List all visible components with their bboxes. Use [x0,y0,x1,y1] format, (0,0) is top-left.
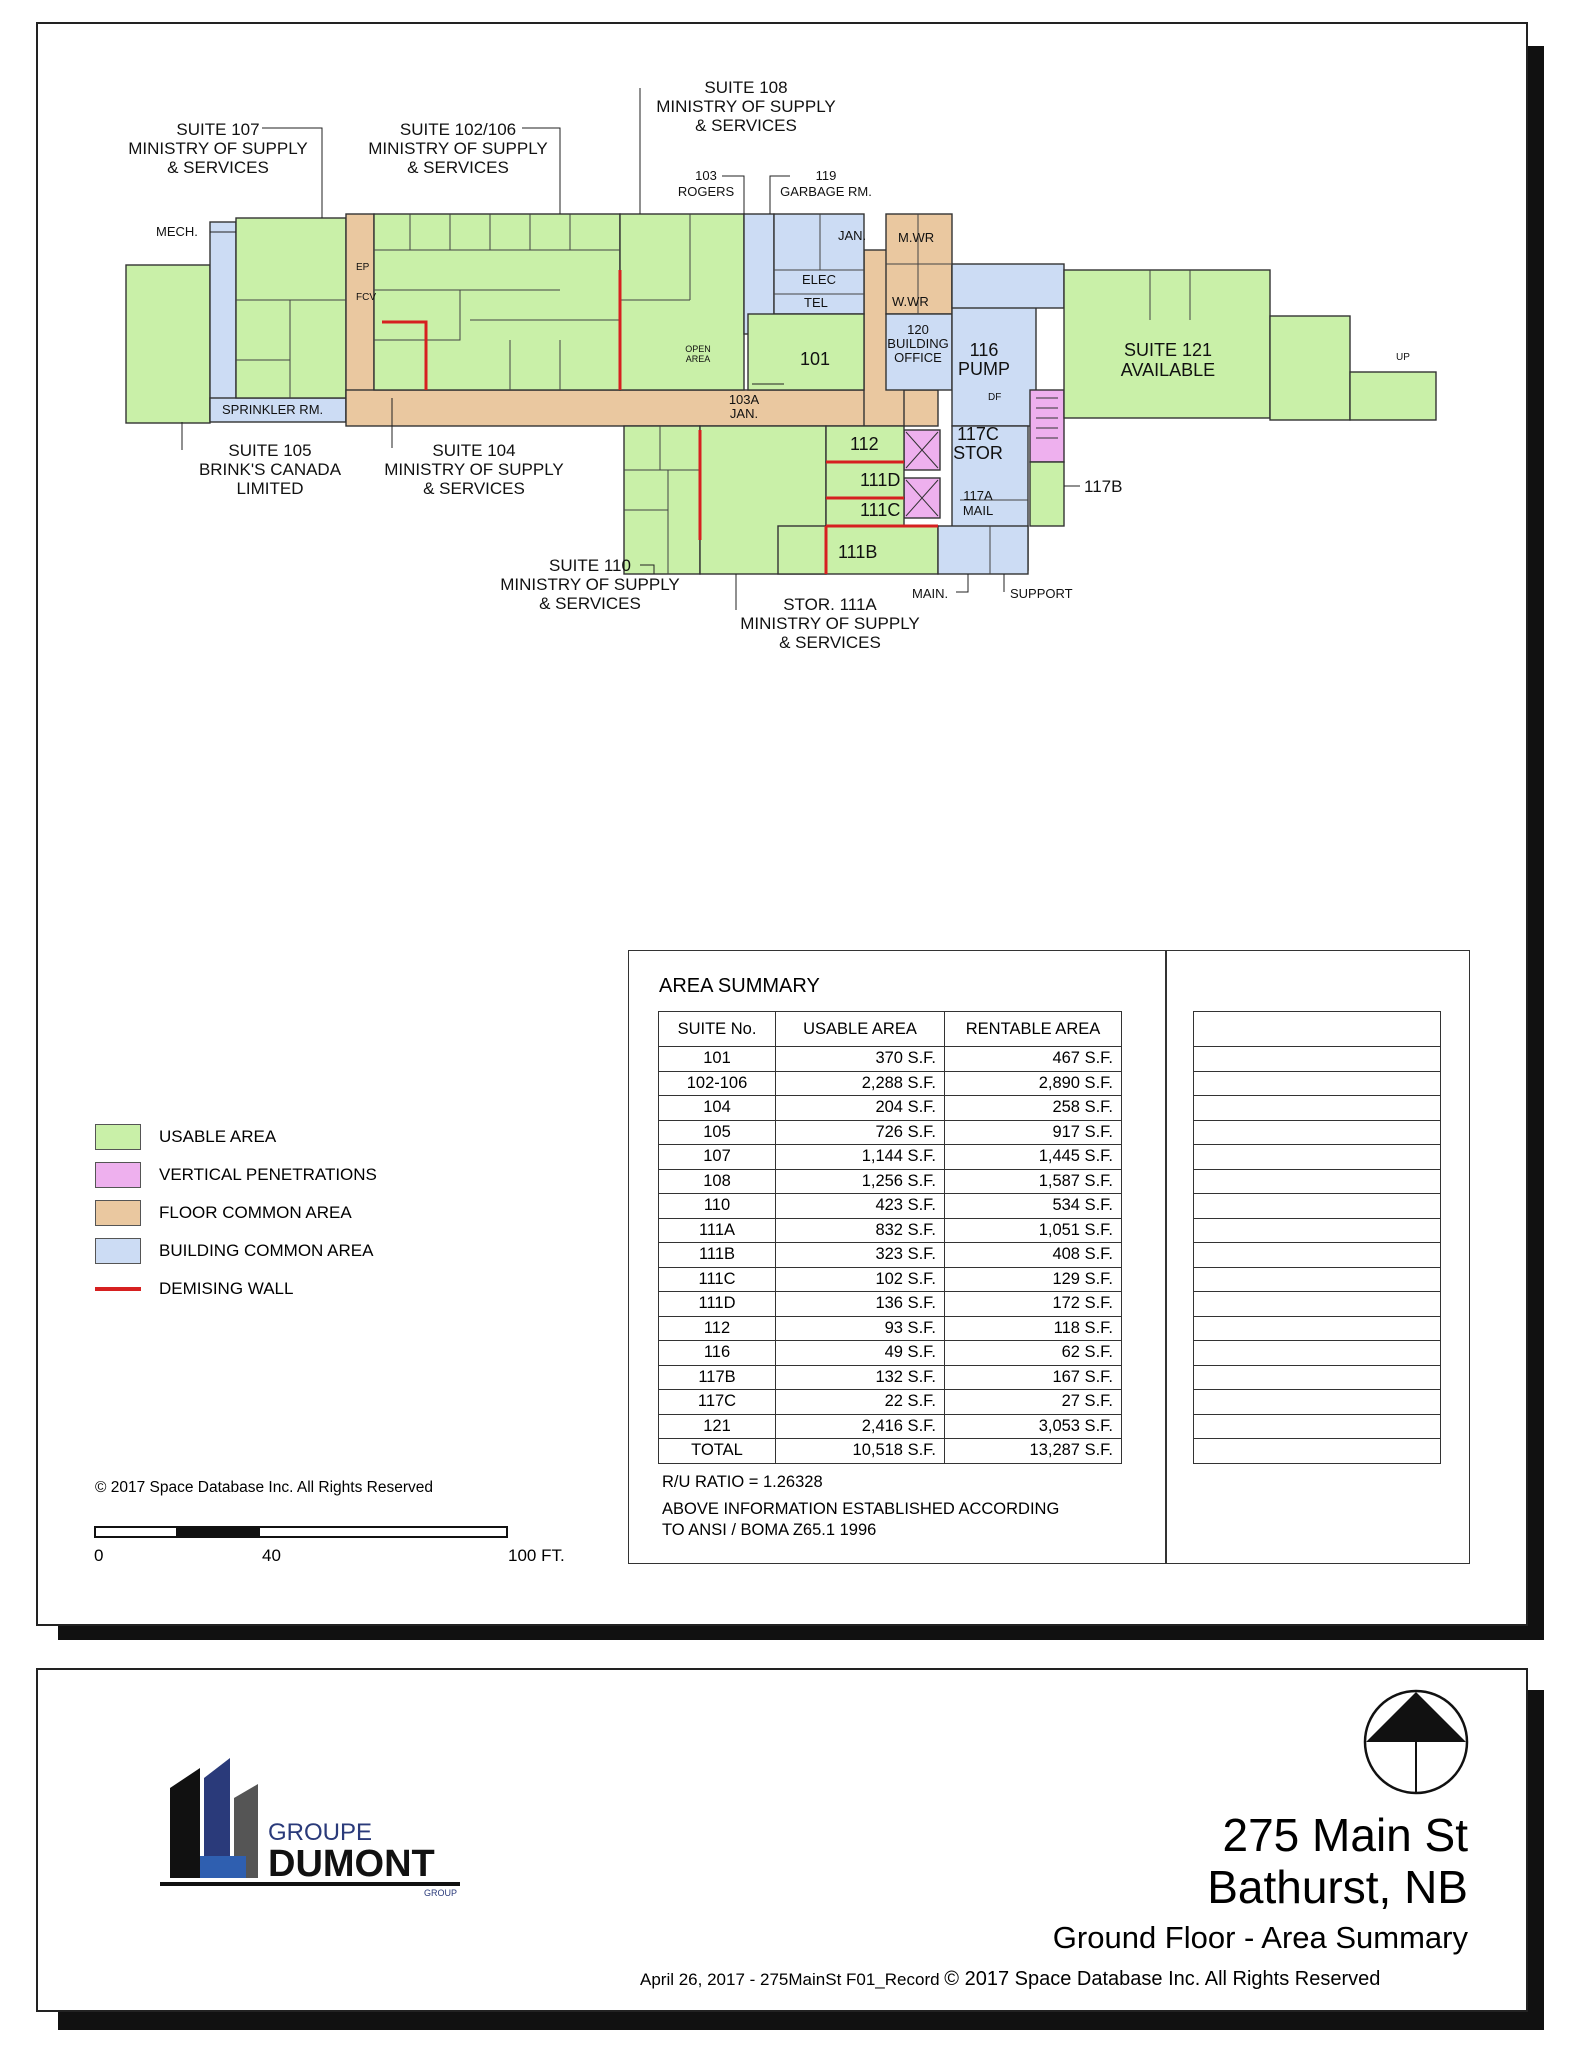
svg-text:SUITE 104MINISTRY OF SUPPLY& S [384,441,564,498]
cell-rentable: 62 S.F. [945,1341,1122,1366]
blank-row [1194,1218,1441,1243]
suite-110-tenant: MINISTRY OF SUPPLY [500,575,680,594]
legend-item-building-common [95,1232,377,1270]
cell-usable: 370 S.F. [776,1047,945,1072]
legend-label: VERTICAL PENETRATIONS [159,1165,377,1184]
scale-end: 100 FT. [508,1546,565,1565]
suite-102-106-area [374,214,620,390]
blank-row [1194,1390,1441,1415]
legend-label: DEMISING WALL [159,1279,294,1298]
room-116-name: PUMP [957,359,1011,379]
ru-ratio: R/U RATIO = 1.26328 [662,1473,823,1491]
room-120-name2: OFFICE [894,350,942,365]
support-label: SUPPORT [1010,586,1073,601]
table-header-row [659,1012,1122,1047]
blank-row [1194,1316,1441,1341]
table-row [659,1194,1122,1219]
blank-cell [1194,1292,1441,1317]
blank-row [1194,1169,1441,1194]
room-103-label: 103 [695,168,717,183]
suite-108-label: SUITE 108 [704,78,788,97]
blank-cell [1194,1267,1441,1292]
table-row [659,1390,1122,1415]
room-119-name: GARBAGE RM. [780,184,872,199]
room-111d-label: 111D [860,470,901,490]
blank-row [1194,1341,1441,1366]
blank-cell [1194,1316,1441,1341]
blank-cell [1194,1071,1441,1096]
cell-rentable: 917 S.F. [945,1120,1122,1145]
blank-cell [1194,1218,1441,1243]
room-103a-label: 103A [728,392,760,407]
cell-rentable: 3,053 S.F. [945,1414,1122,1439]
suite-105-area [126,265,210,423]
svg-text:117CSTOR [953,424,1003,463]
footer [640,1968,1380,1991]
svg-text:SUITE 121AVAILABLE [1121,340,1215,380]
area-summary-panel [628,950,1470,1564]
cell-usable: 1,256 S.F. [776,1169,945,1194]
cell-suite: 112 [659,1316,776,1341]
room-101-label: 101 [800,349,831,369]
suite-104-tenant: MINISTRY OF SUPPLY [384,460,564,479]
cell-usable: 832 S.F. [776,1218,945,1243]
blank-row [1194,1243,1441,1268]
mech-label: MECH. [156,224,198,239]
jan-label: JAN. [838,228,867,243]
table-row [659,1218,1122,1243]
stor-111a-tenant2: & SERVICES [779,633,881,652]
suite-110-label: SUITE 110 [549,556,631,575]
suite-121-tail [1350,372,1436,420]
stor-111a-label: STOR. 111A [783,595,877,614]
legend-item-floor-common [95,1194,377,1232]
svg-text:103AJAN. [729,392,760,421]
suite-107-tenant: MINISTRY OF SUPPLY [128,139,308,158]
table-row [659,1047,1122,1072]
room-120-label: 120 [907,322,929,337]
legend-label: BUILDING COMMON AREA [159,1241,374,1260]
svg-text:119GARBAGE RM. [780,168,872,199]
cell-rentable: 13,287 S.F. [945,1439,1122,1464]
ansi-note [662,1499,1059,1541]
cell-suite: 121 [659,1414,776,1439]
blank-cell [1194,1194,1441,1219]
mwr-label: M.WR [898,230,935,245]
svg-text:OPENAREA [685,344,711,364]
blank-row [1194,1071,1441,1096]
blank-row [1194,1120,1441,1145]
tel-label: TEL [804,295,828,310]
header-rentable: RENTABLE AREA [945,1012,1122,1047]
table-row [659,1267,1122,1292]
blank-cell [1194,1047,1441,1072]
cell-usable: 2,288 S.F. [776,1071,945,1096]
table-row [659,1316,1122,1341]
plan-copyright: © 2017 Space Database Inc. All Rights Reserved [95,1479,433,1496]
stair-shaft [1030,390,1064,462]
blank-row [1194,1439,1441,1464]
blank-row [1194,1194,1441,1219]
blank-row [1194,1096,1441,1121]
main-support [938,526,1028,574]
blank-cell [1194,1012,1441,1047]
header-usable: USABLE AREA [776,1012,945,1047]
blank-cell [1194,1096,1441,1121]
cell-usable: 49 S.F. [776,1341,945,1366]
svg-text:SUITE 107MINISTRY OF SUPPLY& S [128,120,308,177]
blank-cell [1194,1169,1441,1194]
wwr-label: W.WR [892,294,929,309]
building-common-swatch [95,1238,141,1264]
scale-bar [93,1525,513,1545]
suite-104-label: SUITE 104 [432,441,516,460]
svg-text:103ROGERS [678,168,735,199]
blank-cell [1194,1341,1441,1366]
usable-swatch [95,1124,141,1150]
cell-suite: 108 [659,1169,776,1194]
cell-rentable: 27 S.F. [945,1390,1122,1415]
area-summary-title: AREA SUMMARY [659,975,820,997]
room-111b-label: 111B [838,542,878,562]
legend [95,1118,377,1308]
cell-usable: 323 S.F. [776,1243,945,1268]
ansi-line-1: ABOVE INFORMATION ESTABLISHED ACCORDING [662,1500,1060,1518]
ep-label: EP [356,262,370,273]
room-117b-label: 117B [1084,477,1123,496]
suite-105-tenant2: LIMITED [236,479,304,498]
room-117a-label: 117A [963,488,993,503]
suite-108-tenant: MINISTRY OF SUPPLY [656,97,836,116]
table-row [659,1169,1122,1194]
room-116-label: 116 [969,340,999,360]
blank-row [1194,1145,1441,1170]
suite-105-label: SUITE 105 [228,441,312,460]
legend-item-usable [95,1118,377,1156]
main-label: MAIN. [912,586,949,601]
scale-zero: 0 [94,1546,104,1565]
cell-usable: 132 S.F. [776,1365,945,1390]
blank-row [1194,1414,1441,1439]
cell-rentable: 1,587 S.F. [945,1169,1122,1194]
sprinkler-label: SPRINKLER RM. [222,402,324,417]
suite-121-status: AVAILABLE [1120,360,1216,380]
cell-suite: 104 [659,1096,776,1121]
ansi-line-2: TO ANSI / BOMA Z65.1 1996 [662,1521,877,1539]
svg-text:SUITE 108MINISTRY OF SUPPLY& S [656,78,836,135]
room-120-name: BUILDING [887,336,949,351]
suite-105-tenant: BRINK'S CANADA [198,460,342,479]
cell-rentable: 167 S.F. [945,1365,1122,1390]
cell-usable: 423 S.F. [776,1194,945,1219]
footer-copyright: © 2017 Space Database Inc. All Rights Reserved [944,1968,1381,1990]
cell-usable: 93 S.F. [776,1316,945,1341]
cell-usable: 204 S.F. [776,1096,945,1121]
blank-cell [1194,1243,1441,1268]
cell-usable: 2,416 S.F. [776,1414,945,1439]
cell-usable: 1,144 S.F. [776,1145,945,1170]
room-117a-name: MAIL [962,503,994,518]
room-103a-name: JAN. [729,406,759,421]
table-row [659,1145,1122,1170]
cell-suite: 105 [659,1120,776,1145]
blank-cell [1194,1145,1441,1170]
cell-suite: 116 [659,1341,776,1366]
vertical-swatch [95,1162,141,1188]
table-row [659,1365,1122,1390]
cell-usable: 22 S.F. [776,1390,945,1415]
svg-text:117AMAIL [963,488,993,518]
cell-rentable: 129 S.F. [945,1267,1122,1292]
cell-suite: 111C [659,1267,776,1292]
suite-102-tenant2: & SERVICES [407,158,509,177]
cell-suite: 102-106 [659,1071,776,1096]
cell-suite: 107 [659,1145,776,1170]
blank-cell [1194,1120,1441,1145]
north-arrow-icon [1365,1691,1467,1794]
drawing-subtitle: Ground Floor - Area Summary [1052,1920,1468,1955]
cell-rentable: 1,445 S.F. [945,1145,1122,1170]
cell-suite: 117C [659,1390,776,1415]
legend-label: USABLE AREA [159,1127,277,1146]
blank-notes-table [1193,1011,1441,1464]
suite-102-label: SUITE 102/106 [399,120,517,139]
table-row [659,1096,1122,1121]
blank-cell [1194,1414,1441,1439]
room-111c-label: 111C [860,500,901,520]
cell-usable: 726 S.F. [776,1120,945,1145]
open-area-label2: AREA [685,354,711,364]
blank-row [1194,1292,1441,1317]
logo-group: GROUP [424,1888,458,1898]
cell-suite: 111A [659,1218,776,1243]
cell-rentable: 1,051 S.F. [945,1218,1122,1243]
room-117c-name: STOR [953,443,1003,463]
df-label: DF [988,392,1002,403]
table-row [659,1341,1122,1366]
suite-107-label: SUITE 107 [176,120,260,139]
summary-divider [1165,951,1167,1563]
cell-usable: 136 S.F. [776,1292,945,1317]
table-row [659,1439,1122,1464]
blank-cell [1194,1365,1441,1390]
suite-121-label: SUITE 121 [1123,340,1213,360]
table-row [659,1292,1122,1317]
east-corridor [952,264,1064,308]
cell-rentable: 258 S.F. [945,1096,1122,1121]
cell-rentable: 467 S.F. [945,1047,1122,1072]
suite-110-area [624,426,700,574]
suite-107-area [236,218,346,398]
room-103-tenant: ROGERS [677,184,735,199]
blank-row [1194,1365,1441,1390]
cell-rentable: 172 S.F. [945,1292,1122,1317]
svg-text:STOR. 111AMINISTRY OF SUPPLY& [740,595,920,652]
room-119-label: 119 [815,168,837,183]
logo-groupe: GROUPE [268,1819,373,1846]
logo-dumont: DUMONT [268,1843,435,1885]
mech-room [210,222,236,420]
header-suite: SUITE No. [659,1012,776,1047]
suite-108-tenant2: & SERVICES [695,116,797,135]
groupe-dumont-logo [160,1748,480,1903]
room-117b [1030,462,1064,526]
cell-suite: 111D [659,1292,776,1317]
table-row [659,1071,1122,1096]
scale-mid: 40 [262,1546,281,1565]
blank-row [1194,1012,1441,1047]
suite-108-area [620,214,744,390]
suite-104-tenant2: & SERVICES [423,479,525,498]
footer-record: April 26, 2017 - 275MainSt F01_Record [640,1970,940,1989]
building-logo-icon [160,1748,480,1898]
svg-text:SUITE 102/106MINISTRY OF SUPPL [368,120,548,177]
fcv-label: FCV [356,292,376,303]
room-117c-label: 117C [957,424,999,444]
area-table [658,1011,1122,1464]
cell-usable: 10,518 S.F. [776,1439,945,1464]
table-row [659,1243,1122,1268]
suite-107-tenant2: & SERVICES [167,158,269,177]
suite-110-tenant2: & SERVICES [539,594,641,613]
corridor-main [346,390,938,426]
suite-102-tenant: MINISTRY OF SUPPLY [368,139,548,158]
blank-row [1194,1047,1441,1072]
svg-text:SUITE 105BRINK'S CANADALIMITED [199,441,342,498]
cell-usable: 102 S.F. [776,1267,945,1292]
demising-line [95,1287,141,1291]
suite-121-east [1270,316,1350,420]
cell-suite: TOTAL [659,1439,776,1464]
stor-111a-tenant: MINISTRY OF SUPPLY [740,614,920,633]
blank-cell [1194,1390,1441,1415]
legend-label: FLOOR COMMON AREA [159,1203,352,1222]
legend-item-vertical [95,1156,377,1194]
cell-rentable: 408 S.F. [945,1243,1122,1268]
cell-rentable: 118 S.F. [945,1316,1122,1341]
cell-suite: 101 [659,1047,776,1072]
blank-cell [1194,1439,1441,1464]
blank-row [1194,1267,1441,1292]
room-112-label: 112 [850,434,879,454]
table-row [659,1120,1122,1145]
cell-rentable: 534 S.F. [945,1194,1122,1219]
up-label: UP [1396,352,1410,363]
elec-label: ELEC [802,272,836,287]
cell-suite: 117B [659,1365,776,1390]
table-row [659,1414,1122,1439]
address-line-2: Bathurst, NB [1207,1861,1468,1913]
address-line-1: 275 Main St [1222,1809,1468,1861]
cell-rentable: 2,890 S.F. [945,1071,1122,1096]
cell-suite: 111B [659,1243,776,1268]
legend-item-demising [95,1270,377,1308]
floor-common-swatch [95,1200,141,1226]
cell-suite: 110 [659,1194,776,1219]
open-area-label: OPEN [685,344,711,354]
area-table-body [659,1047,1122,1464]
